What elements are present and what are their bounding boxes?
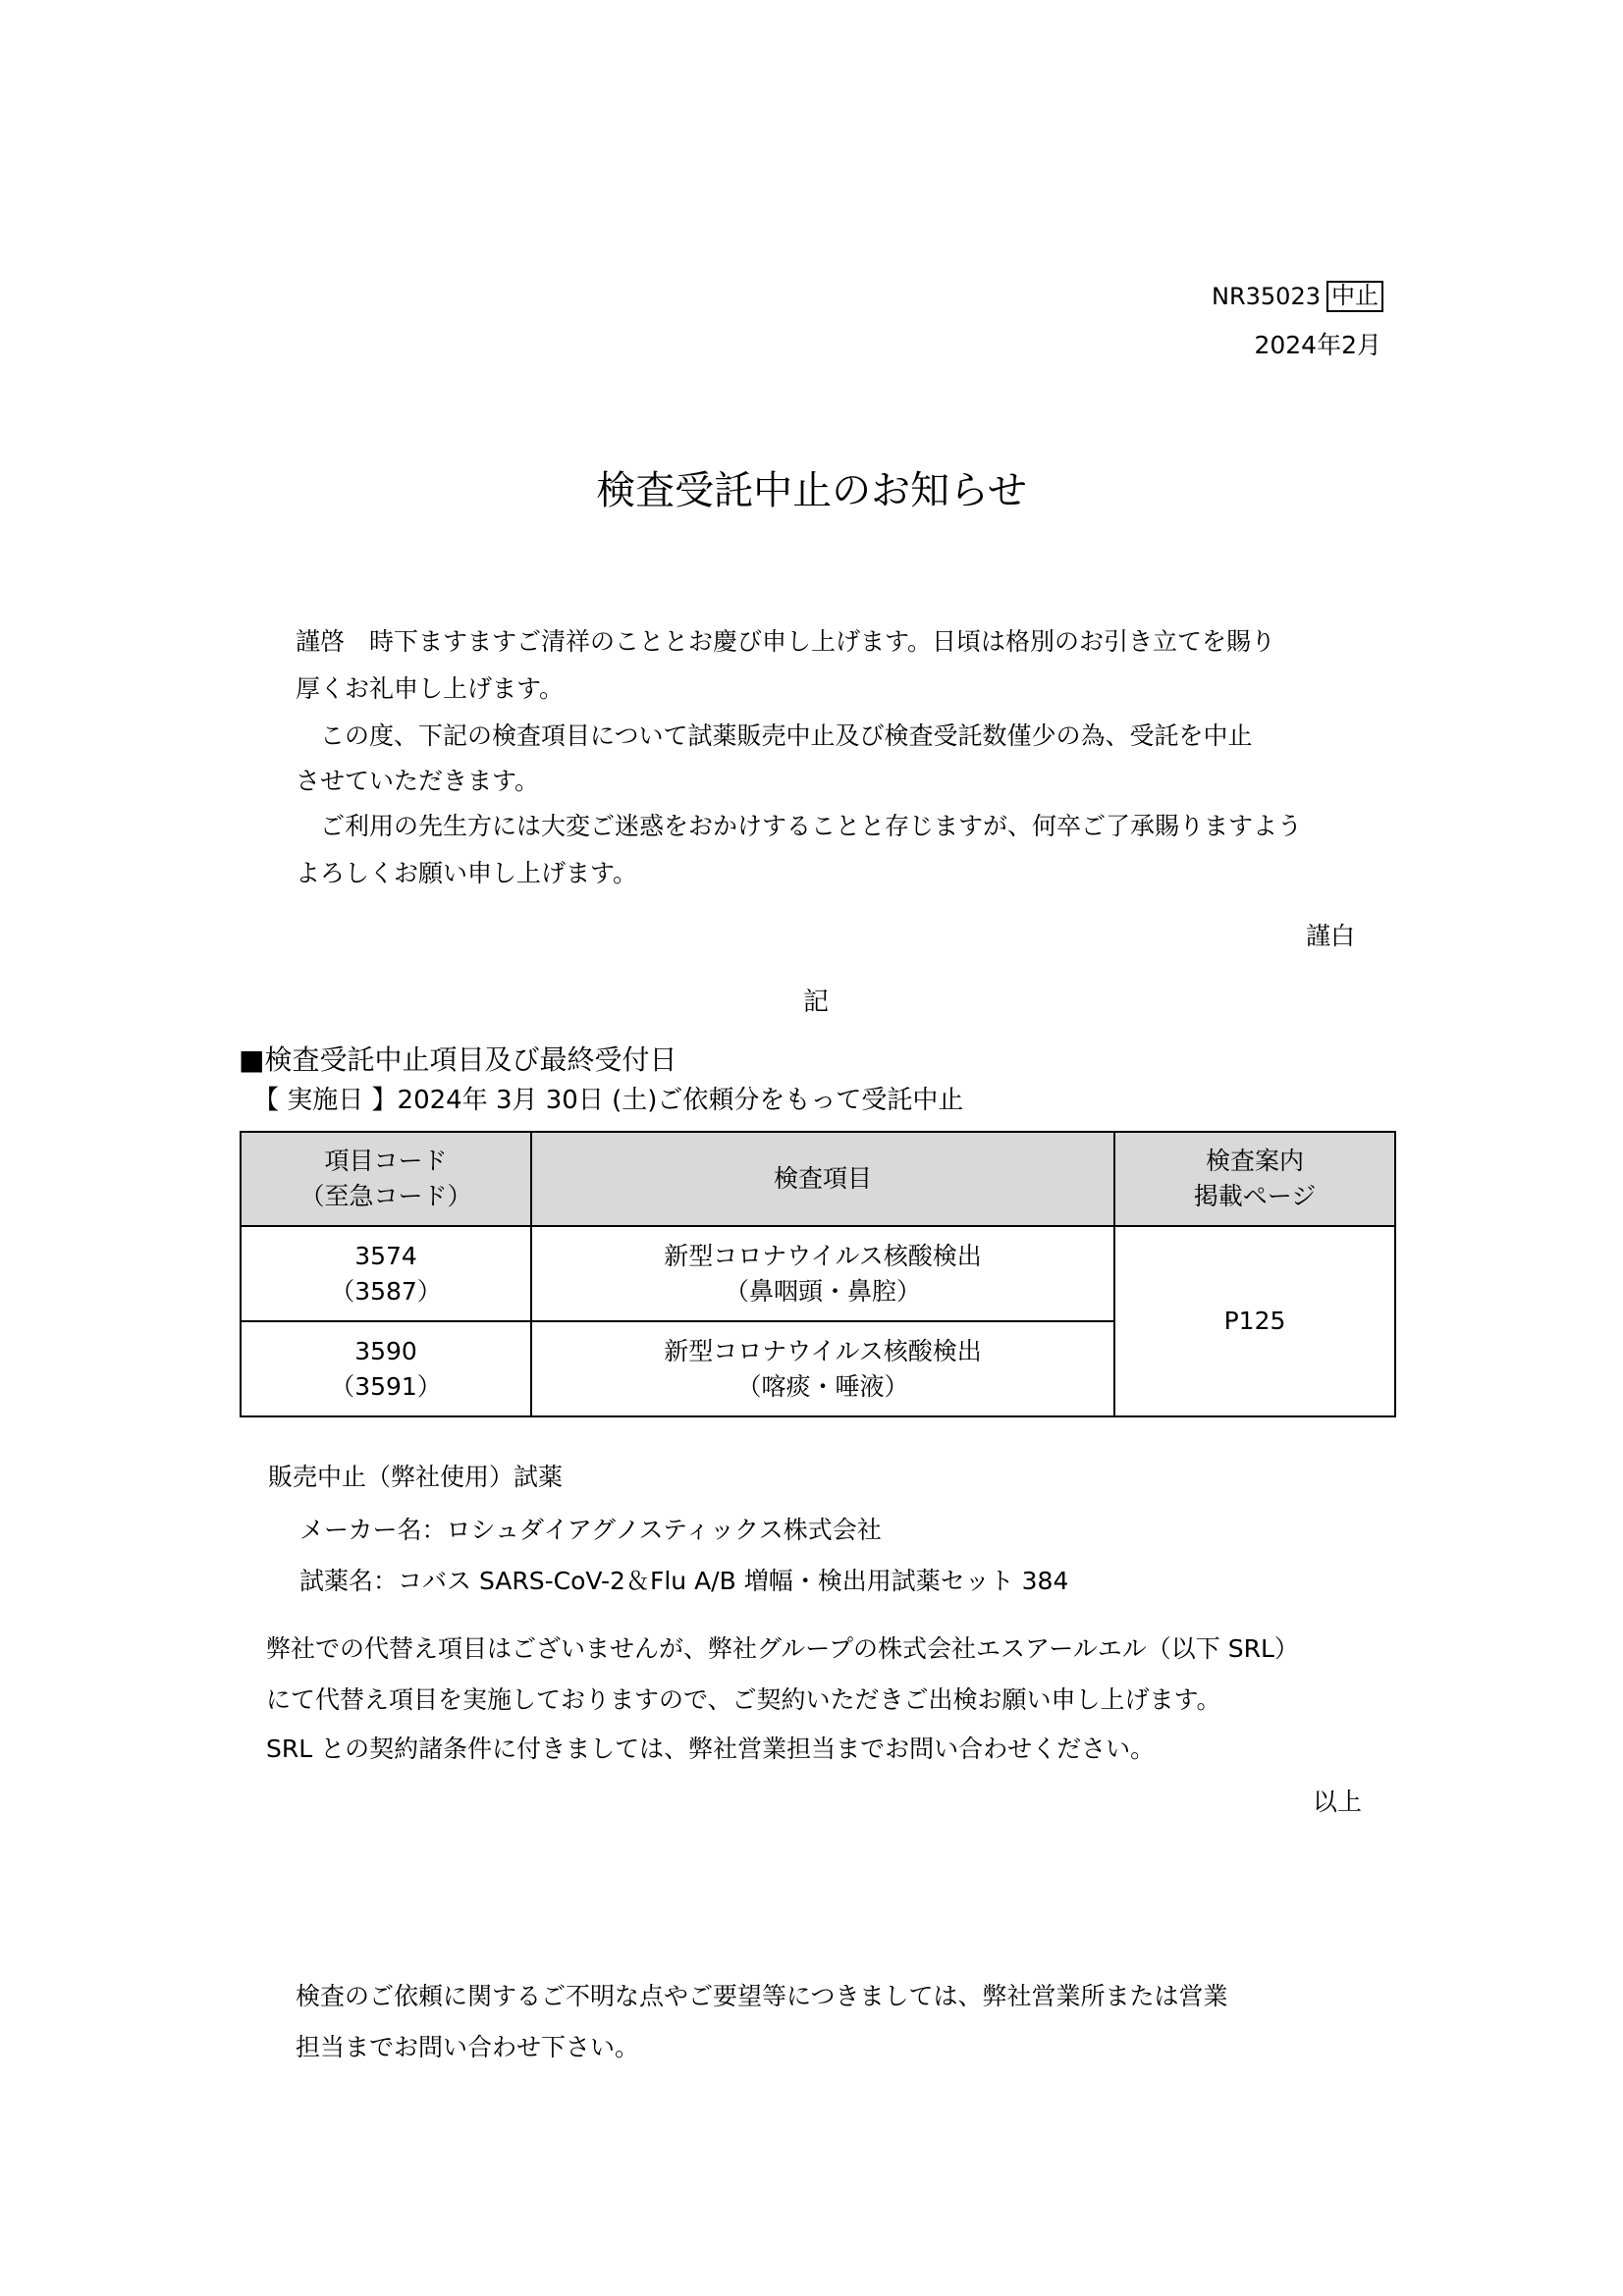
item-code: 3574 — [354, 1241, 417, 1270]
document-number — [1212, 281, 1383, 312]
header-item-code-line2: （至急コード） — [299, 1182, 472, 1210]
closing-ijo: 以上 — [1313, 1788, 1363, 1816]
page-title: 検査受託中止のお知らせ — [596, 468, 1027, 513]
test-item-name: 新型コロナウイルス核酸検出 — [664, 1336, 982, 1365]
intro-line-4: させていただきます。 — [296, 767, 540, 795]
effective-date: 【 実施日 】2024年 3月 30日 (土)ご依頼分をもって受託中止 — [253, 1086, 964, 1115]
footer-line-2: 担当までお問い合わせ下さい。 — [296, 2033, 640, 2061]
header-test-item: 検査項目 — [531, 1132, 1114, 1226]
alternative-line-1: 弊社での代替え項目はございませんが、弊社グループの株式会社エスアールエル（以下 SRL） — [266, 1634, 1299, 1663]
specimen: （喀痰・唾液） — [736, 1371, 909, 1401]
alternative-line-3: SRL との契約諸条件に付きましては、弊社営業担当までお問い合わせください。 — [266, 1735, 1156, 1763]
test-item-cell — [531, 1226, 1114, 1321]
table-header-row — [241, 1132, 1395, 1226]
section-title: ■検査受託中止項目及び最終受付日 — [239, 1043, 677, 1076]
item-code-cell — [241, 1321, 531, 1416]
test-item-name: 新型コロナウイルス核酸検出 — [664, 1241, 982, 1270]
reagent-maker: メーカー名：ロシュダイアグノスティックス株式会社 — [299, 1516, 882, 1544]
header-item-code-line1: 項目コード — [324, 1147, 448, 1175]
table-row — [241, 1226, 1395, 1321]
specimen: （鼻咽頭・鼻腔） — [724, 1276, 921, 1306]
status-box: 中止 — [1326, 281, 1383, 312]
urgent-code: （3591） — [330, 1371, 442, 1401]
reagent-name: 試薬名：コバス SARS-CoV-2＆Flu A/B 増幅・検出用試薬セット 384 — [299, 1567, 1069, 1595]
header-guide-page — [1114, 1132, 1395, 1226]
intro-line-1: 謹啓 時下ますますご清祥のこととお慶び申し上げます。日頃は格別のお引き立てを賜り — [296, 627, 1276, 656]
header-guide-page-line1: 検査案内 — [1205, 1147, 1304, 1175]
closing-kinpaku: 謹白 — [1306, 922, 1356, 950]
header-item-code — [241, 1132, 531, 1226]
header-guide-page-line2: 掲載ページ — [1193, 1182, 1317, 1210]
intro-line-5: ご利用の先生方には大変ご迷惑をおかけすることと存じますが、何卒ご了承賜りますよう — [296, 812, 1303, 840]
issue-date: 2024年2月 — [1254, 331, 1381, 359]
intro-line-3: この度、下記の検査項目について試薬販売中止及び検査受託数僅少の為、受託を中止 — [296, 721, 1253, 750]
item-code-cell — [241, 1226, 531, 1321]
alternative-line-2: にて代替え項目を実施しておりますので、ご契約いただきご出検お願い申し上げます。 — [266, 1685, 1221, 1714]
urgent-code: （3587） — [330, 1276, 442, 1306]
discontinued-items-table — [240, 1131, 1396, 1417]
item-code: 3590 — [354, 1336, 417, 1365]
reagent-heading: 販売中止（弊社使用）試薬 — [268, 1463, 564, 1491]
ki-heading: 記 — [803, 988, 830, 1017]
guide-page-cell: P125 — [1114, 1226, 1395, 1416]
intro-line-2: 厚くお礼申し上げます。 — [296, 674, 565, 703]
test-item-cell — [531, 1321, 1114, 1416]
footer-line-1: 検査のご依頼に関するご不明な点やご要望等につきましては、弊社営業所または営業 — [296, 1982, 1228, 2010]
doc-number-text: NR35023 — [1212, 282, 1321, 310]
intro-line-6: よろしくお願い申し上げます。 — [296, 859, 638, 887]
